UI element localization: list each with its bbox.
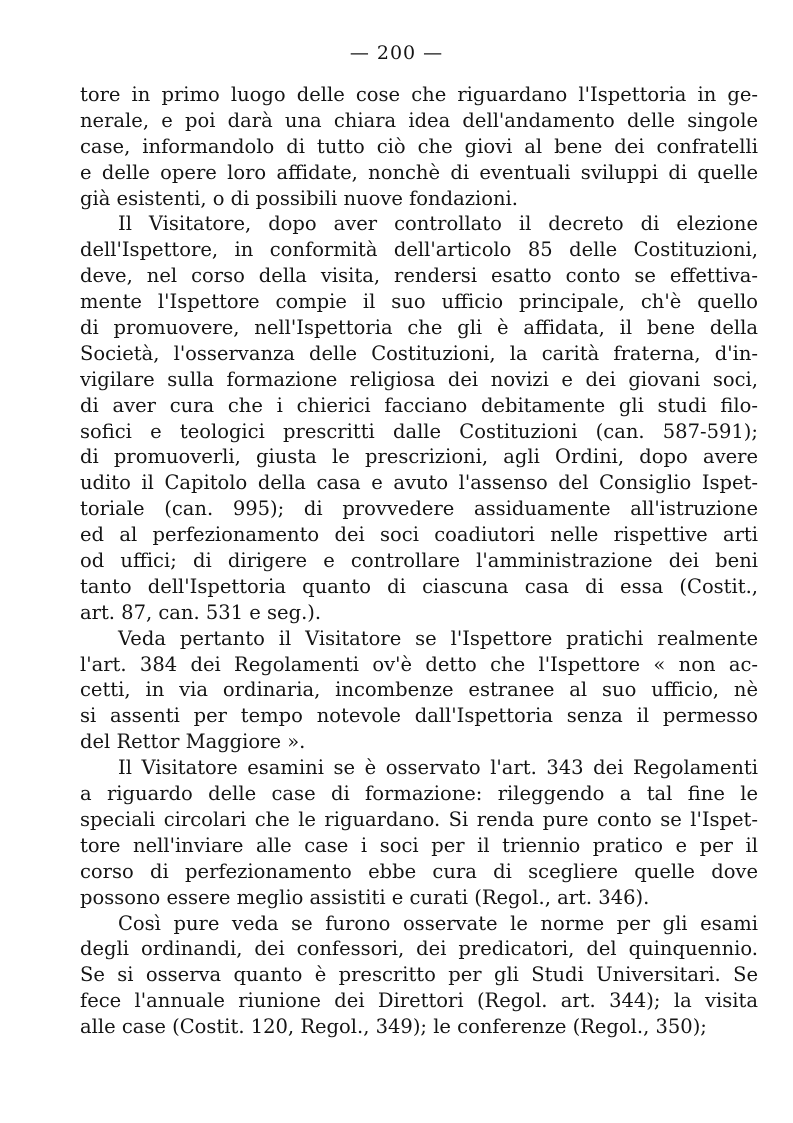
text-body bbox=[80, 82, 758, 1040]
page-number: — 200 — bbox=[349, 42, 444, 64]
paragraph bbox=[80, 626, 758, 755]
text-line: possono essere meglio assistiti e curati (Regol., art. 346). bbox=[80, 885, 650, 909]
text-line: ed al perfezionamento dei soci coadiutori nelle rispettive arti bbox=[80, 523, 758, 547]
text-line: a riguardo delle case di formazione: rileggendo a tal fine le bbox=[80, 782, 758, 806]
text-line: già esistenti, o di possibili nuove fondazioni. bbox=[80, 186, 518, 210]
text-line: mente l'Ispettore compie il suo ufficio principale, ch'è quello bbox=[80, 290, 758, 314]
paragraph bbox=[80, 755, 758, 910]
text-line: si assenti per tempo notevole dall'Ispettoria senza il permesso bbox=[80, 704, 758, 728]
text-line: di promuovere, nell'Ispettoria che gli è affidata, il bene della bbox=[80, 316, 758, 340]
text-line: udito il Capitolo della casa e avuto l'assenso del Consiglio Ispet- bbox=[80, 471, 758, 495]
text-line: dell'Ispettore, in conformità dell'articolo 85 delle Costituzioni, bbox=[80, 238, 758, 262]
text-line: Il Visitatore, dopo aver controllato il decreto di elezione bbox=[118, 212, 758, 236]
text-line: deve, nel corso della visita, rendersi esatto conto se effettiva- bbox=[80, 264, 758, 288]
paragraph bbox=[80, 911, 758, 1040]
text-line: od uffici; di dirigere e controllare l'amministrazione dei beni bbox=[80, 549, 758, 573]
paragraph bbox=[80, 211, 758, 625]
text-line: di promuoverli, giusta le prescrizioni, agli Ordini, dopo avere bbox=[80, 445, 758, 469]
text-line: tanto dell'Ispettoria quanto di ciascuna casa di essa (Costit., bbox=[80, 574, 758, 598]
text-line: toriale (can. 995); di provvedere assiduamente all'istruzione bbox=[80, 497, 758, 521]
paragraph bbox=[80, 82, 758, 211]
text-line: nerale, e poi darà una chiara idea dell'andamento delle singole bbox=[80, 108, 758, 132]
text-line: vigilare sulla formazione religiosa dei novizi e dei giovani soci, bbox=[80, 367, 758, 391]
text-line: tore in primo luogo delle cose che riguardano l'Ispettoria in ge- bbox=[80, 83, 758, 106]
text-line: e delle opere loro affidate, nonchè di eventuali sviluppi di quelle bbox=[80, 160, 758, 184]
text-line: l'art. 384 dei Regolamenti ov'è detto che l'Ispettore « non ac- bbox=[80, 652, 758, 676]
text-line: del Rettor Maggiore ». bbox=[80, 730, 306, 754]
text-line: Se si osserva quanto è prescritto per gli Studi Universitari. Se bbox=[80, 963, 758, 987]
text-line: cetti, in via ordinaria, incombenze estranee al suo ufficio, nè bbox=[80, 678, 758, 702]
text-line: art. 87, can. 531 e seg.). bbox=[80, 600, 322, 624]
text-line: Così pure veda se furono osservate le norme per gli esami bbox=[118, 911, 758, 935]
text-line: di aver cura che i chierici facciano debitamente gli studi filo- bbox=[80, 393, 758, 417]
text-line: speciali circolari che le riguardano. Si renda pure conto se l'Ispet- bbox=[80, 807, 758, 831]
text-line: fece l'annuale riunione dei Direttori (Regol. art. 344); la visita bbox=[80, 989, 758, 1013]
text-line: alle case (Costit. 120, Regol., 349); le conferenze (Regol., 350); bbox=[80, 1015, 707, 1039]
text-line: tore nell'inviare alle case i soci per il triennio pratico e per il bbox=[80, 833, 758, 857]
text-line: corso di perfezionamento ebbe cura di scegliere quelle dove bbox=[80, 859, 758, 883]
text-line: Società, l'osservanza delle Costituzioni, la carità fraterna, d'in- bbox=[80, 341, 758, 365]
text-line: sofici e teologici prescritti dalle Costituzioni (can. 587-591); bbox=[80, 419, 758, 443]
text-line: case, informandolo di tutto ciò che giovi al bene dei confratelli bbox=[80, 134, 758, 158]
text-line: Il Visitatore esamini se è osservato l'art. 343 dei Regolamenti bbox=[118, 756, 758, 780]
text-line: Veda pertanto il Visitatore se l'Ispettore pratichi realmente bbox=[118, 626, 758, 650]
text-line: degli ordinandi, dei confessori, dei predicatori, del quinquennio. bbox=[80, 937, 758, 961]
